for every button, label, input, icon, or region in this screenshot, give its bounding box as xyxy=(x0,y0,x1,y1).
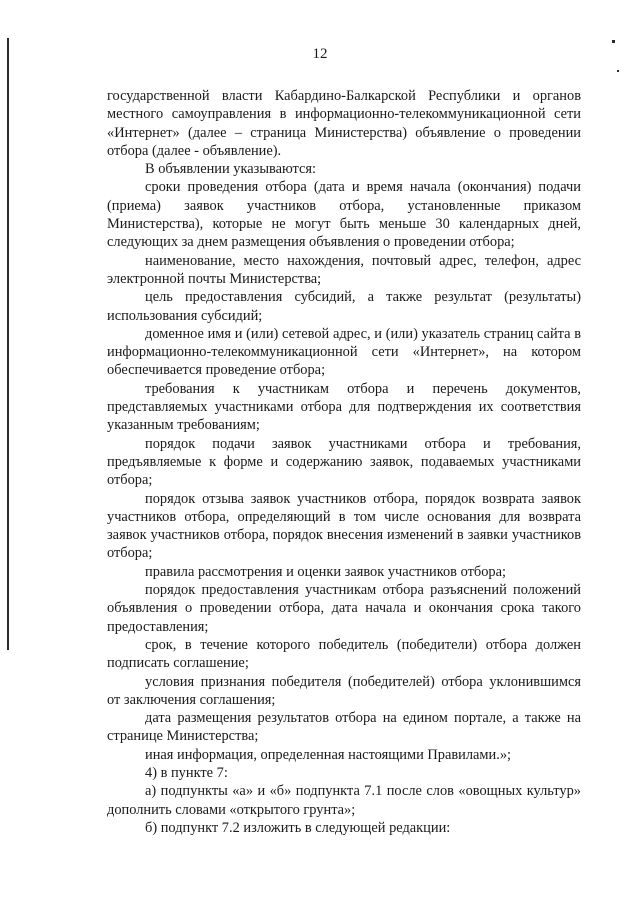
paragraph: В объявлении указываются: xyxy=(145,161,317,178)
scan-edge-mark xyxy=(617,70,619,72)
paragraph: дата размещения результатов отбора на едином портале, а также на странице Министерства; xyxy=(107,710,581,745)
paragraph: порядок подачи заявок участниками отбора и требования, предъявляемые к форме и содержанию заявок, подаваемых участниками отбора; xyxy=(107,435,581,489)
paragraph: требования к участникам отбора и перечень документов, представляемых участниками отбора для подтверждения их соответствия указанным требованиям; xyxy=(107,380,581,434)
scan-margin-line xyxy=(7,38,9,650)
paragraph: правила рассмотрения и оценки заявок участников отбора; xyxy=(145,563,506,580)
paragraph: условия признания победителя (победителей) отбора уклонившимся от заключения соглашения; xyxy=(107,673,581,708)
paragraph: 4) в пункте 7: xyxy=(145,764,228,781)
paragraph: а) подпункты «а» и «б» подпункта 7.1 после слов «овощных культур» дополнить словами «открытого грунта»; xyxy=(107,783,581,818)
paragraph: цель предоставления субсидий, а также результат (результаты) использования субсидий; xyxy=(107,289,581,324)
paragraph: порядок предоставления участникам отбора разъяснений положений объявления о проведении отбора, дата начала и окончания срока такого предоставления; xyxy=(107,582,581,635)
paragraph: государственной власти Кабардино-Балкарской Республики и органов местного самоуправления в информационно-телекоммуникационной сети «Интернет» (далее – страница Министерства) объявление о проведении отбора (далее - объявление). xyxy=(107,88,581,159)
paragraph: доменное имя и (или) сетевой адрес, и (или) указатель страниц сайта в информационно-телекоммуникационной сети «Интернет», на котором обеспечивается проведение отбора; xyxy=(107,325,581,379)
paragraph: наименование, место нахождения, почтовый адрес, телефон, адрес электронной почты Министерства; xyxy=(107,252,581,287)
scan-edge-mark xyxy=(612,40,615,43)
document-body xyxy=(107,87,581,837)
paragraph: порядок отзыва заявок участников отбора, порядок возврата заявок участников отбора, определяющий в том числе основания для возврата заявок участников отбора, порядок внесения изменений в заявки участников отбора; xyxy=(107,490,581,562)
paragraph: срок, в течение которого победитель (победители) отбора должен подписать соглашение; xyxy=(107,636,581,672)
paragraph: сроки проведения отбора (дата и время начала (окончания) подачи (приема) заявок участников отбора, установленные приказом Министерства), которые не могут быть меньше 30 календарных дней, следующих за днем размещения объявления о проведении отбора; xyxy=(107,179,581,251)
paragraph: иная информация, определенная настоящими Правилами.»; xyxy=(145,746,512,763)
page-number: 12 xyxy=(312,46,328,62)
paragraph: б) подпункт 7.2 изложить в следующей редакции: xyxy=(145,819,451,836)
